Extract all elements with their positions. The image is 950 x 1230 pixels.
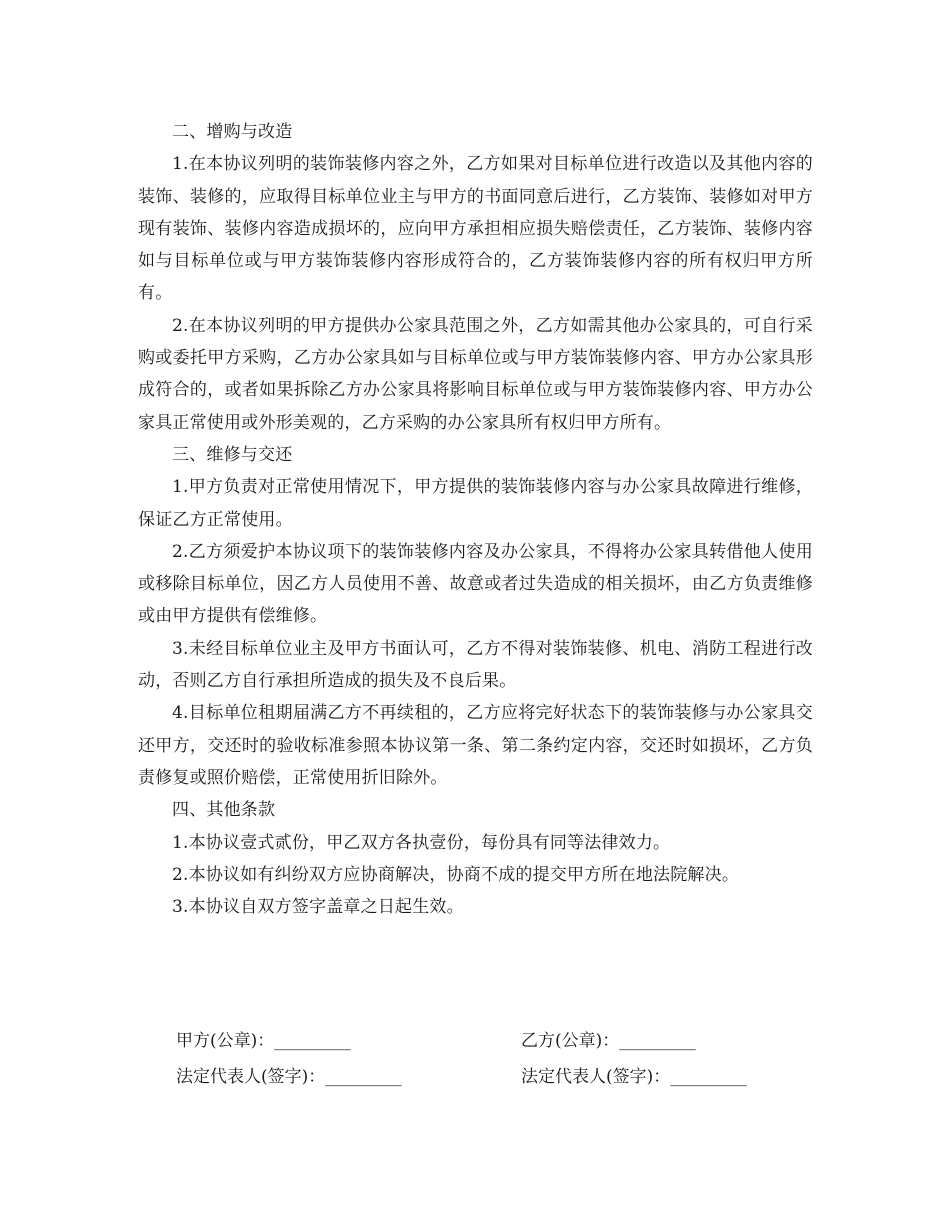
- party-b-representative-line: 法定代表人(签字)：_________: [521, 1067, 747, 1087]
- section-heading-repair-return: 三、维修与交还: [172, 444, 293, 465]
- clause-paragraph: 4.目标单位租期届满乙方不再续租的，乙方应将完好状态下的装饰装修与办公家具交还甲方，交还时的验收标准参照本协议第一条、第二条约定内容，交还时如损坏，乙方负责修复或照价赔偿，正常使用折旧除外。: [138, 703, 813, 788]
- clause-paragraph: 2.在本协议列明的甲方提供办公家具范围之外，乙方如需其他办公家具的，可自行采购或委托甲方采购，乙方办公家具如与目标单位或与甲方装饰装修内容、甲方办公家具形成符合的，或者如果拆除乙方办公家具将影响目标单位或与甲方装饰装修内容、甲方办公家具正常使用或外形美观的，乙方采购的办公家具所有权归甲方所有。: [138, 315, 813, 433]
- section-heading-other-terms: 四、其他条款: [172, 800, 276, 821]
- party-b-seal-line: 乙方(公章)：_________: [521, 1031, 696, 1051]
- clause-paragraph: 2.本协议如有纠纷双方应协商解决，协商不成的提交甲方所在地法院解决。: [172, 864, 740, 885]
- clause-paragraph: 3.未经目标单位业主及甲方书面认可，乙方不得对装饰装修、机电、消防工程进行改动，否则乙方自行承担所造成的损失及不良后果。: [138, 638, 813, 692]
- party-a-seal-line: 甲方(公章)：_________: [176, 1031, 351, 1051]
- section-heading-addition-renovation: 二、增购与改造: [172, 122, 293, 142]
- clause-paragraph: 1.本协议壹式贰份，甲乙双方各执壹份，每份具有同等法律效力。: [172, 832, 671, 853]
- clause-paragraph: 3.本协议自双方签字盖章之日起生效。: [172, 897, 464, 918]
- party-a-representative-line: 法定代表人(签字)：_________: [176, 1067, 402, 1087]
- clause-paragraph: 1.甲方负责对正常使用情况下，甲方提供的装饰装修内容与办公家具故障进行维修，保证乙方正常使用。: [138, 477, 813, 530]
- document-body: [138, 116, 813, 923]
- clause-paragraph: 2.乙方须爱护本协议项下的装饰装修内容及办公家具，不得将办公家具转借他人使用或移除目标单位，因乙方人员使用不善、故意或者过失造成的相关损坏，由乙方负责维修或由甲方提供有偿维修。: [138, 541, 813, 627]
- clause-paragraph: 1.在本协议列明的装饰装修内容之外，乙方如果对目标单位进行改造以及其他内容的装饰、装修的，应取得目标单位业主与甲方的书面同意后进行，乙方装饰、装修如对甲方现有装饰、装修内容造成损坏的，应向甲方承担相应损失赔偿责任，乙方装饰、装修内容如与目标单位或与甲方装饰装修内容形成符合的，乙方装饰装修内容的所有权归甲方所有。: [138, 154, 813, 304]
